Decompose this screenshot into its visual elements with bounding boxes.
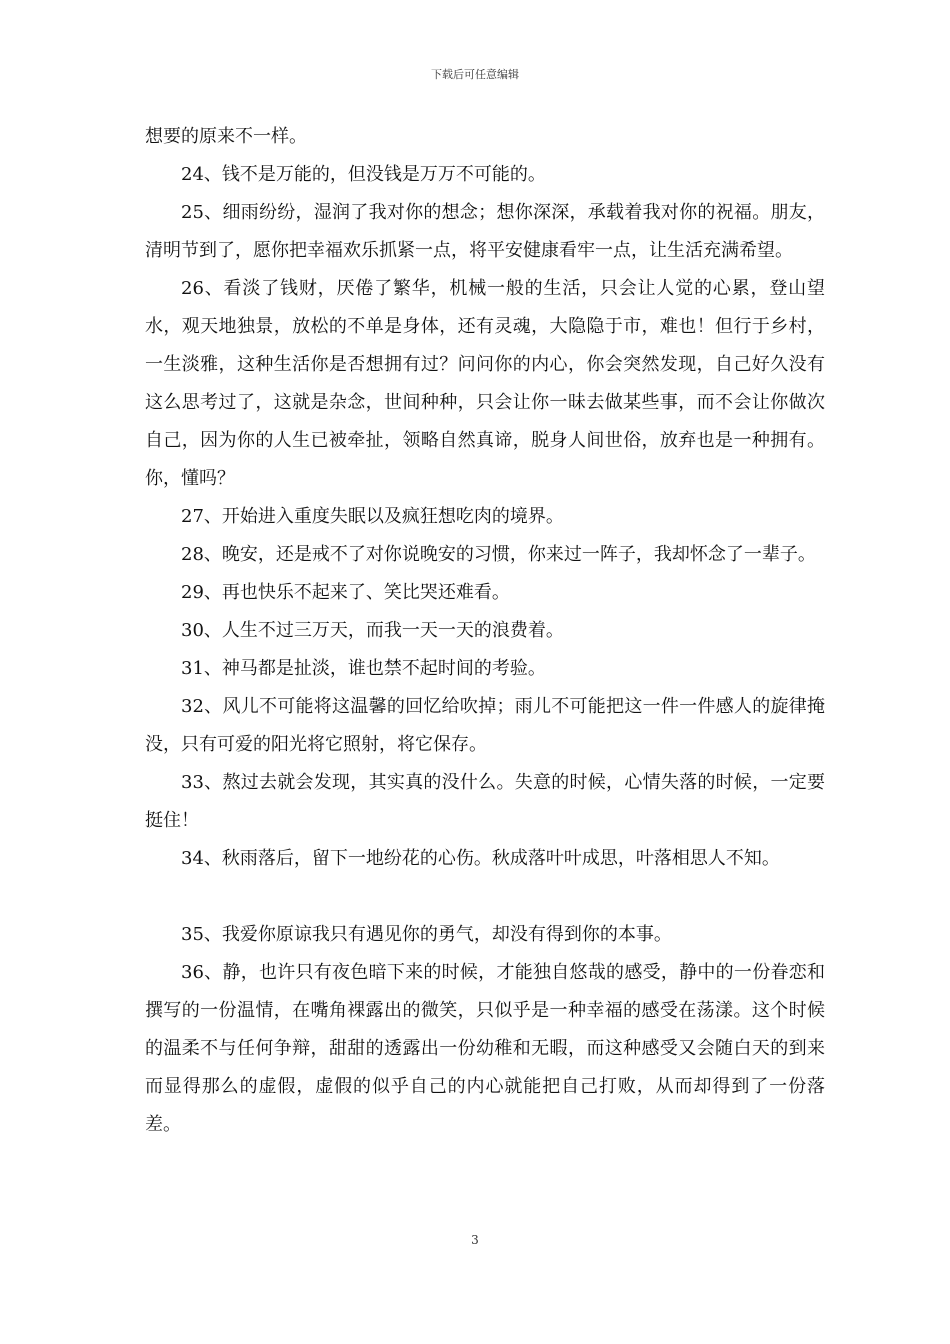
- paragraph-24: 24、钱不是万能的，但没钱是万万不可能的。: [181, 164, 546, 185]
- paragraph-36: 36、静，也许只有夜色暗下来的时候，才能独自悠哉的感受，静中的一份眷恋和撰写的一份温情，在嘴角裸露出的微笑，只似乎是一种幸福的感受在荡漾。这个时候的温柔不与任何争辩，甜甜的透露出一份幼稚和无暇，而这种感受又会随白天的到来而显得那么的虚假，虚假的似乎自己的内心就能把自己打败，从而却得到了一份落差。: [145, 962, 825, 1135]
- paragraph-27: 27、开始进入重度失眠以及疯狂想吃肉的境界。: [181, 506, 564, 527]
- paragraph-35: 35、我爱你原谅我只有遇见你的勇气，却没有得到你的本事。: [181, 924, 672, 945]
- paragraph-33: 33、熬过去就会发现，其实真的没什么。失意的时候，心情失落的时候，一定要挺住！: [145, 772, 825, 831]
- paragraph-30: 30、人生不过三万天，而我一天一天的浪费着。: [181, 620, 564, 641]
- paragraph-25: 25、细雨纷纷，湿润了我对你的想念；想你深深，承载着我对你的祝福。朋友，清明节到了，愿你把幸福欢乐抓紧一点，将平安健康看牢一点，让生活充满希望。: [145, 202, 825, 261]
- page-number: 3: [471, 1233, 479, 1247]
- blank-line: [145, 878, 825, 916]
- paragraph-29: 29、再也快乐不起来了、笑比哭还难看。: [181, 582, 510, 603]
- paragraph-31: 31、神马都是扯淡，谁也禁不起时间的考验。: [181, 658, 546, 679]
- paragraph-34: 34、秋雨落后，留下一地纷花的心伤。秋成落叶叶成思，叶落相思人不知。: [181, 848, 780, 869]
- paragraph-26: 26、看淡了钱财，厌倦了繁华，机械一般的生活，只会让人觉的心累，登山望水，观天地独景，放松的不单是身体，还有灵魂，大隐隐于市，难也！但行于乡村，一生淡雅，这种生活你是否想拥有过？问问你的内心，你会突然发现，自己好久没有这么思考过了，这就是杂念，世间种种，只会让你一昧去做某些事，而不会让你做次自己，因为你的人生已被牵扯，领略自然真谛，脱身人间世俗，放弃也是一种拥有。你，懂吗？: [145, 278, 825, 489]
- paragraph-28: 28、晚安，还是戒不了对你说晚安的习惯，你来过一阵子，我却怀念了一辈子。: [181, 544, 816, 565]
- paragraph-continuation: 想要的原来不一样。: [145, 126, 307, 147]
- document-body: [145, 118, 825, 1144]
- page-header: 下载后可任意编辑: [431, 68, 519, 81]
- paragraph-32: 32、风儿不可能将这温馨的回忆给吹掉；雨儿不可能把这一件一件感人的旋律掩没，只有可爱的阳光将它照射，将它保存。: [145, 696, 825, 755]
